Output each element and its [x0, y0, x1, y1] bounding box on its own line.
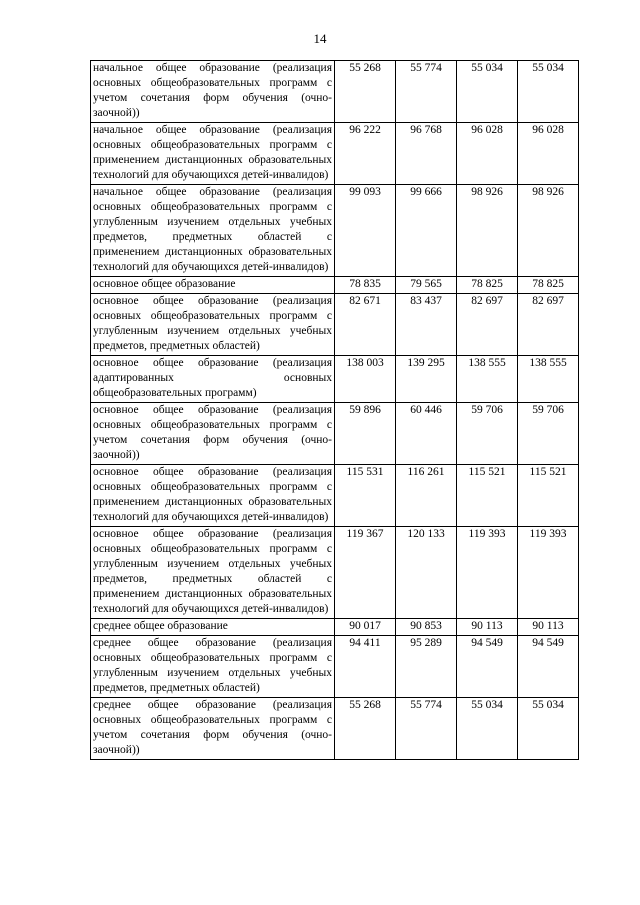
value-cell: 119 367 [335, 527, 396, 619]
value-cell: 55 034 [518, 61, 579, 123]
row-label: основное общее образование [91, 277, 335, 294]
value-cell: 82 697 [457, 294, 518, 356]
row-label: основное общее образование (реализация основных общеобразовательных программ с углубленным изучением отдельных учебных предметов, предметных областей с применением дистанционных образовательных технологий для обучающихся детей-инвалидов) [91, 527, 335, 619]
table-row [91, 277, 579, 294]
value-cell: 98 926 [518, 185, 579, 277]
value-cell: 138 003 [335, 356, 396, 403]
value-cell: 96 222 [335, 123, 396, 185]
value-cell: 94 549 [518, 636, 579, 698]
table-row [91, 636, 579, 698]
value-cell: 90 113 [457, 619, 518, 636]
value-cell: 55 774 [396, 698, 457, 760]
row-label: начальное общее образование (реализация основных общеобразовательных программ с применением дистанционных образовательных технологий для обучающихся детей-инвалидов) [91, 123, 335, 185]
cost-table [90, 60, 579, 760]
value-cell: 79 565 [396, 277, 457, 294]
value-cell: 138 555 [518, 356, 579, 403]
value-cell: 116 261 [396, 465, 457, 527]
value-cell: 119 393 [457, 527, 518, 619]
table-row [91, 698, 579, 760]
row-label: основное общее образование (реализация основных общеобразовательных программ с применением дистанционных образовательных технологий для обучающихся детей-инвалидов) [91, 465, 335, 527]
value-cell: 78 825 [457, 277, 518, 294]
table-row [91, 294, 579, 356]
value-cell: 94 411 [335, 636, 396, 698]
value-cell: 95 289 [396, 636, 457, 698]
table-row [91, 403, 579, 465]
value-cell: 55 034 [457, 61, 518, 123]
value-cell: 99 093 [335, 185, 396, 277]
table-row [91, 527, 579, 619]
value-cell: 60 446 [396, 403, 457, 465]
value-cell: 115 521 [518, 465, 579, 527]
value-cell: 139 295 [396, 356, 457, 403]
value-cell: 82 697 [518, 294, 579, 356]
value-cell: 78 835 [335, 277, 396, 294]
value-cell: 59 706 [518, 403, 579, 465]
value-cell: 55 034 [518, 698, 579, 760]
row-label: основное общее образование (реализация основных общеобразовательных программ с учетом сочетания форм обучения (очно-заочной)) [91, 403, 335, 465]
value-cell: 119 393 [518, 527, 579, 619]
value-cell: 115 521 [457, 465, 518, 527]
value-cell: 82 671 [335, 294, 396, 356]
page-number: 14 [313, 31, 327, 46]
value-cell: 55 774 [396, 61, 457, 123]
value-cell: 115 531 [335, 465, 396, 527]
value-cell: 99 666 [396, 185, 457, 277]
value-cell: 90 853 [396, 619, 457, 636]
row-label: среднее общее образование (реализация основных общеобразовательных программ с углубленным изучением отдельных учебных предметов, предметных областей) [91, 636, 335, 698]
value-cell: 55 268 [335, 61, 396, 123]
value-cell: 94 549 [457, 636, 518, 698]
row-label: основное общее образование (реализация адаптированных основных общеобразовательных программ) [91, 356, 335, 403]
row-label: начальное общее образование (реализация основных общеобразовательных программ с углубленным изучением отдельных учебных предметов, предметных областей с применением дистанционных образовательных технологий для обучающихся детей-инвалидов) [91, 185, 335, 277]
value-cell: 96 768 [396, 123, 457, 185]
value-cell: 96 028 [518, 123, 579, 185]
value-cell: 90 017 [335, 619, 396, 636]
table-row [91, 619, 579, 636]
value-cell: 120 133 [396, 527, 457, 619]
table-row [91, 356, 579, 403]
row-label: основное общее образование (реализация основных общеобразовательных программ с углубленным изучением отдельных учебных предметов, предметных областей) [91, 294, 335, 356]
table-row [91, 61, 579, 123]
value-cell: 78 825 [518, 277, 579, 294]
value-cell: 59 896 [335, 403, 396, 465]
value-cell: 55 268 [335, 698, 396, 760]
table-row [91, 465, 579, 527]
value-cell: 83 437 [396, 294, 457, 356]
value-cell: 59 706 [457, 403, 518, 465]
row-label: среднее общее образование [91, 619, 335, 636]
value-cell: 138 555 [457, 356, 518, 403]
table-row [91, 123, 579, 185]
value-cell: 90 113 [518, 619, 579, 636]
row-label: начальное общее образование (реализация основных общеобразовательных программ с учетом сочетания форм обучения (очно-заочной)) [91, 61, 335, 123]
value-cell: 96 028 [457, 123, 518, 185]
value-cell: 98 926 [457, 185, 518, 277]
value-cell: 55 034 [457, 698, 518, 760]
table-row [91, 185, 579, 277]
row-label: среднее общее образование (реализация основных общеобразовательных программ с учетом сочетания форм обучения (очно-заочной)) [91, 698, 335, 760]
